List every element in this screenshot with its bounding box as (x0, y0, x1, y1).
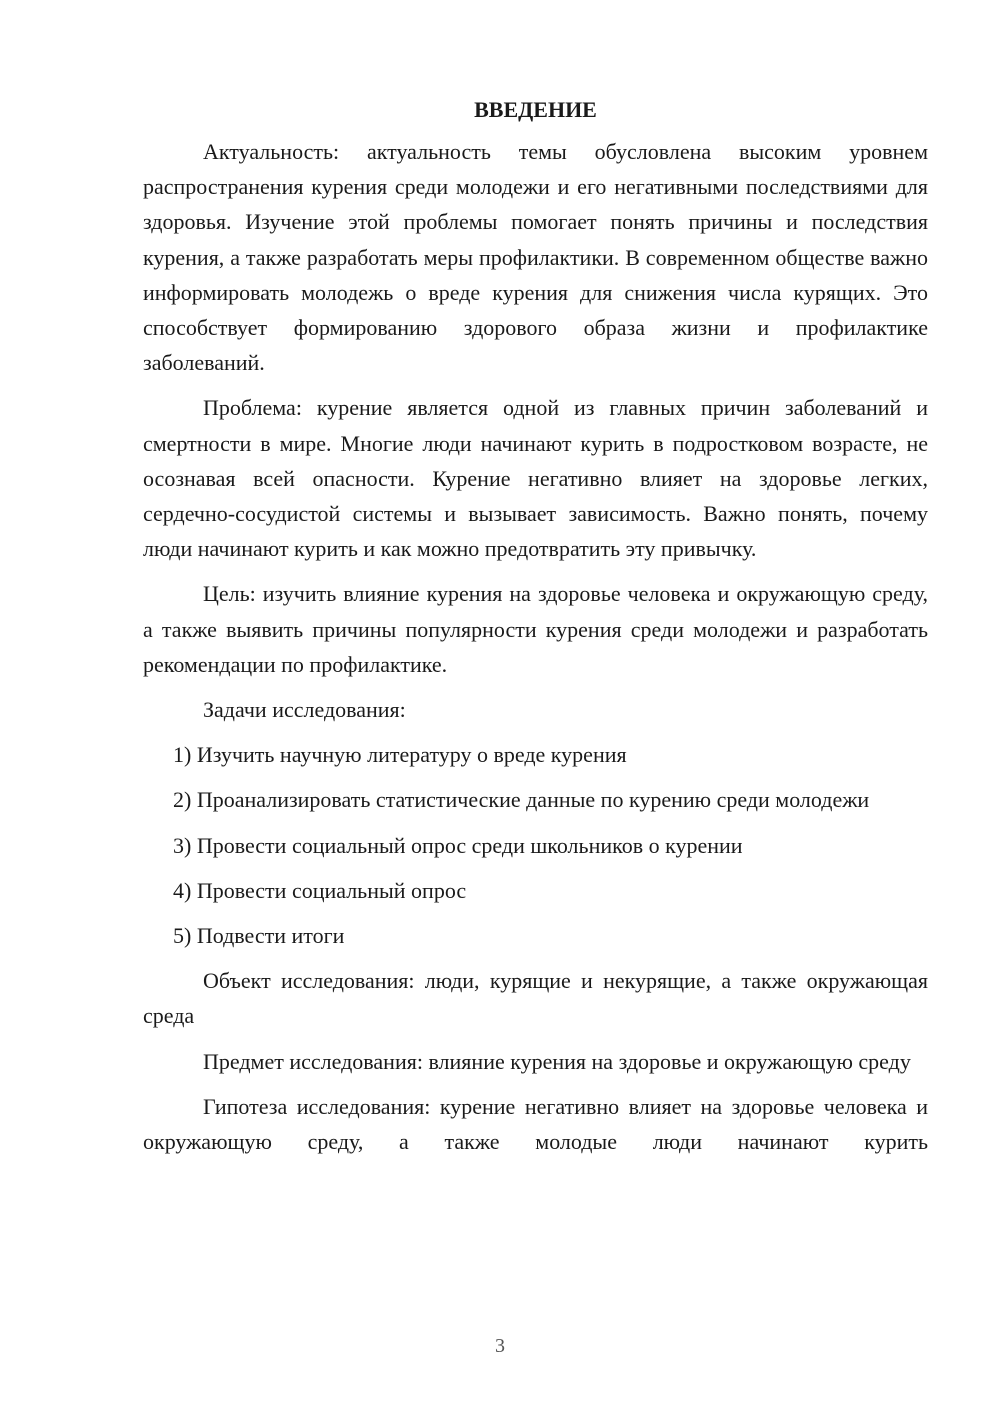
section-heading: ВВЕДЕНИЕ (474, 97, 597, 122)
tasks-list (143, 737, 928, 953)
paragraph-hypothesis: Гипотеза исследования: курение негативно влияет на здоровье человека и окружающую среду, а также молодые люди начинают курить (143, 1093, 928, 1155)
paragraph-relevance: Актуальность: актуальность темы обусловлена высоким уровнем распространения курения среди молодежи и его негативными последствиями для здоровья. Изучение этой проблемы помогает понять причины и последствия курения, а также разработать меры профилактики. В современном обществе важно информировать молодежь о вреде курения для снижения числа курящих. Это способствует формированию здорового образа жизни и профилактике заболеваний. (143, 139, 928, 376)
paragraph-problem: Проблема: курение является одной из главных причин заболеваний и смертности в мире. Многие люди начинают курить в подростковом возрасте, не осознавая всей опасности. Курение негативно влияет на здоровье легких, сердечно-сосудистой системы и вызывает зависимость. Важно понять, почему люди начинают курить и как можно предотвратить эту привычку. (143, 395, 928, 562)
task-item-5: 5) Подвести итоги (173, 923, 345, 949)
page-content (143, 92, 928, 1159)
task-item-2: 2) Проанализировать статистические данные по курению среди молодежи (173, 787, 870, 813)
task-item-4: 4) Провести социальный опрос (173, 877, 467, 903)
tasks-title: Задачи исследования: (203, 697, 406, 723)
task-item-3: 3) Провести социальный опрос среди школьников о курении (173, 832, 743, 858)
paragraph-goal: Цель: изучить влияние курения на здоровье человека и окружающую среду, а также выявить причины популярности курения среди молодежи и разработать рекомендации по профилактике. (143, 581, 928, 677)
page-number: 3 (495, 1335, 505, 1357)
task-item-1: 1) Изучить научную литературу о вреде курения (173, 742, 627, 768)
paragraph-object: Объект исследования: люди, курящие и некурящие, а также окружающая среда (143, 968, 928, 1029)
paragraph-subject: Предмет исследования: влияние курения на здоровье и окружающую среду (203, 1048, 911, 1074)
